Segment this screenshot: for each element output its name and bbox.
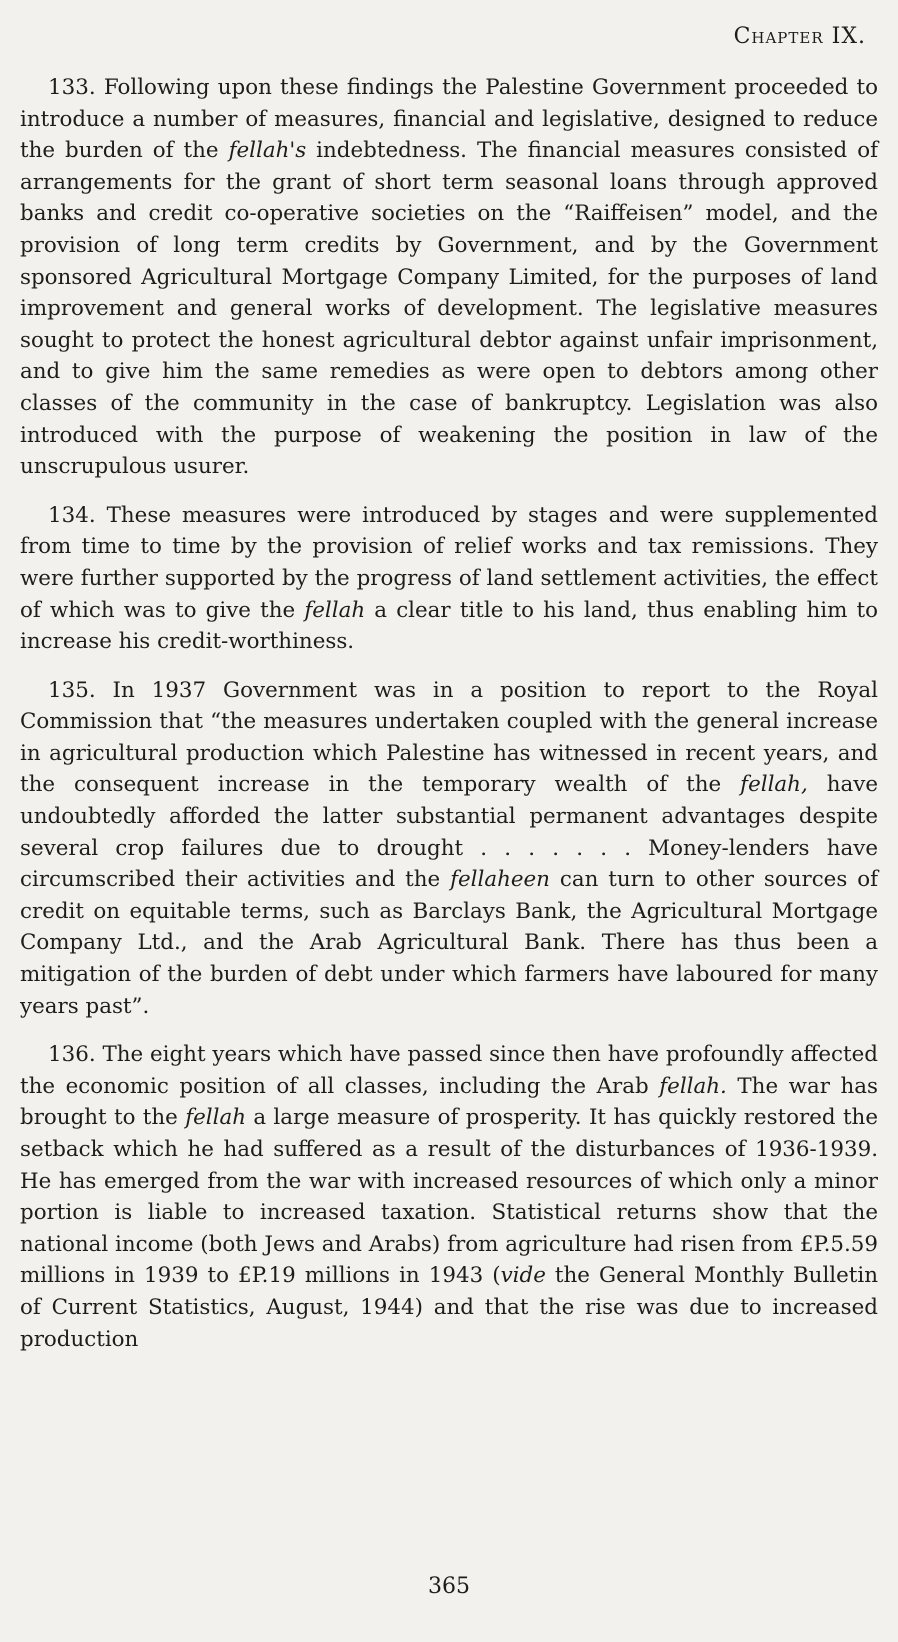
text-run: In 1937 Government was in a position to report to the Royal Commission that “the measures undertaken coupled with the general increase in agricultural production which Palestine has witnessed in recent years, and the consequent increase in the temporary wealth of the xyxy=(20,677,878,798)
text-run: have undoubtedly afforded the latter substantial permanent advantages despite several crop failures due to drought . . . . . . . Money-lenders have circumscribed their activities and the xyxy=(20,772,878,893)
text-run: a large measure of prosperity. It has quickly restored the setback which he had suffered as a result of the disturbances of 1936-1939. He has emerged from the war with increased resources of which only a minor portion is liable to increased taxation. Statistical returns show that the national income (both Jews and Arabs) from agriculture had risen from £P.5.59 millions in 1939 to £P.19 millions in 1943 ( xyxy=(20,1105,878,1289)
paragraph-135 xyxy=(20,675,878,1023)
italic-term: fellah xyxy=(304,597,366,623)
text-run: can turn to other sources of credit on equitable terms, such as Barclays Bank, the Agricultural Mortgage Company Ltd., and the Arab Agricultural Bank. There has thus been a mitigation of the burden of debt under which farmers have laboured for many years past”. xyxy=(20,867,878,1019)
text-run: indebtedness. The financial measures consisted of arrangements for the grant of short term seasonal loans through approved banks and credit co-operative societies on the “Raiffeisen” model, and the provision of long term credits by Government, and by the Government sponsored Agricultural Mortgage Company Limited, for the purposes of land improvement and general works of development. The legislative measures sought to protect the honest agricultural debtor against unfair imprisonment, and to give him the same remedies as were open to debtors among other classes of the community in the case of bankruptcy. Legislation was also introduced with the purpose of weakening the position in law of the unscrupulous usurer. xyxy=(20,138,878,480)
text-run: The war has brought to the xyxy=(20,1073,878,1131)
chapter-heading: Chapter IX. xyxy=(733,24,866,49)
italic-term: fellah's xyxy=(228,138,307,164)
paragraph-number: 136. xyxy=(48,1042,96,1068)
page-number: 365 xyxy=(428,1574,470,1599)
italic-term: fellah xyxy=(185,1105,246,1131)
text-run: Following upon these findings the Palestine Government proceeded to introduce a number of measures, financial and legislative, designed to reduce the burden of the xyxy=(20,75,878,164)
paragraph-133 xyxy=(20,72,878,483)
italic-term: fellaheen xyxy=(450,867,550,893)
italic-term: fellah, xyxy=(740,772,808,798)
body-text xyxy=(20,72,878,1372)
text-run: The eight years which have passed since then have profoundly affected the economic position of all classes, including the Arab xyxy=(20,1042,878,1099)
text-run: These measures were introduced by stages and were supplemented from time to time by the provision of relief works and tax remissions. They were further supported by the progress of land settlement activities, the effect of which was to give the xyxy=(20,502,878,623)
paragraph-136 xyxy=(20,1039,878,1355)
text-run: a clear title to his land, thus enabling him to increase his credit-worthiness. xyxy=(20,597,878,655)
paragraph-134 xyxy=(20,500,878,658)
italic-term: vide xyxy=(500,1263,546,1289)
paragraph-number: 135. xyxy=(48,677,96,703)
paragraph-number: 134. xyxy=(48,502,96,528)
paragraph-number: 133. xyxy=(48,75,96,100)
text-run: the General Monthly Bulletin of Current Statistics, August, 1944) and that the rise was due to increased production xyxy=(20,1263,878,1352)
italic-term: fellah. xyxy=(659,1073,727,1099)
